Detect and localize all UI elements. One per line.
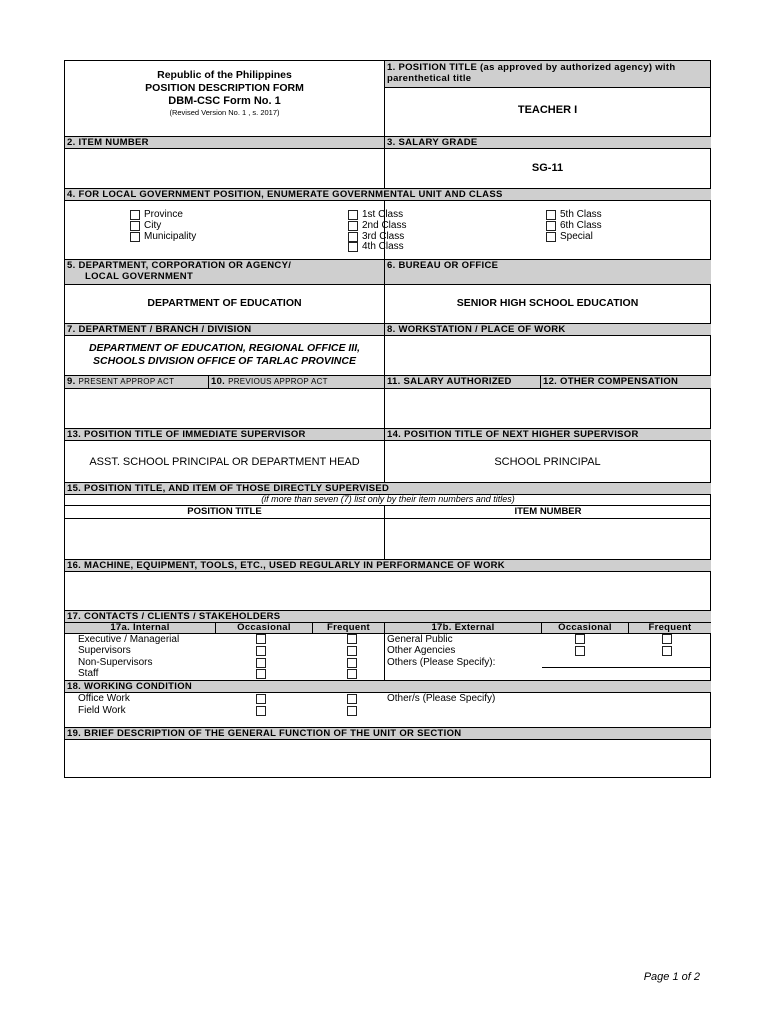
field-1-value[interactable]: TEACHER I	[517, 104, 578, 116]
checkbox-office-work-frequent[interactable]	[347, 694, 357, 704]
checkbox-staff-occasional[interactable]	[256, 669, 266, 679]
field-9-label	[65, 376, 208, 388]
checkbox-office-work-occasional[interactable]	[256, 694, 266, 704]
header-line-1: Republic of the Philippines	[157, 69, 292, 81]
external-others-specify: Others (Please Specify):	[387, 657, 496, 668]
others-specify-line[interactable]	[542, 667, 710, 668]
option-province: Province	[144, 209, 183, 220]
field-6-label: 6. BUREAU OR OFFICE	[385, 260, 711, 284]
field-10-label	[209, 376, 384, 388]
option-5th-class: 5th Class	[560, 209, 602, 220]
field-5-value[interactable]: DEPARTMENT OF EDUCATION	[147, 297, 302, 309]
checkbox-other-agencies-frequent[interactable]	[662, 646, 672, 656]
field-1-label: 1. POSITION TITLE (as approved by authorized agency) with parenthetical title	[385, 61, 710, 87]
checkbox-field-work-frequent[interactable]	[347, 706, 357, 716]
field-4-label: 4. FOR LOCAL GOVERNMENT POSITION, ENUMERATE GOVERNMENTAL UNIT AND CLASS	[65, 189, 711, 200]
field-10-text: PREVIOUS APPROP ACT	[228, 377, 328, 386]
checkbox-city[interactable]	[130, 221, 140, 231]
field-3-label: 3. SALARY GRADE	[385, 137, 711, 148]
internal-staff: Staff	[78, 668, 99, 679]
field-17b-header: 17b. External	[385, 623, 541, 633]
checkbox-5th-class[interactable]	[546, 210, 556, 220]
checkbox-province[interactable]	[130, 210, 140, 220]
page-number: Page 1 of 2	[643, 971, 700, 983]
field-5-label-line-1: 5. DEPARTMENT, CORPORATION OR AGENCY/	[67, 260, 292, 271]
field-15-col-position-title: POSITION TITLE	[187, 506, 262, 517]
checkbox-general-public-occasional[interactable]	[575, 634, 585, 644]
field-17a-occasional: Occasional	[216, 623, 312, 633]
field-7-value[interactable]	[65, 342, 384, 368]
option-municipality: Municipality	[144, 231, 197, 242]
checkbox-executive-occasional[interactable]	[256, 634, 266, 644]
option-3rd-class: 3rd Class	[362, 231, 405, 242]
field-15-label: 15. POSITION TITLE, AND ITEM OF THOSE DIRECTLY SUPERVISED	[65, 483, 711, 494]
field-19-value-area[interactable]	[65, 740, 711, 778]
field-17a-frequent: Frequent	[313, 623, 384, 633]
checkbox-non-supervisors-frequent[interactable]	[347, 658, 357, 668]
field-10-number: 10.	[211, 376, 226, 387]
option-4th-class: 4th Class	[362, 241, 404, 252]
checkbox-executive-frequent[interactable]	[347, 634, 357, 644]
checkbox-field-work-occasional[interactable]	[256, 706, 266, 716]
checkbox-3rd-class[interactable]	[348, 232, 358, 242]
internal-non-supervisors: Non-Supervisors	[78, 657, 153, 668]
field-17-label: 17. CONTACTS / CLIENTS / STAKEHOLDERS	[65, 611, 711, 622]
option-city: City	[144, 220, 162, 231]
field-15-col-item-number: ITEM NUMBER	[514, 506, 582, 517]
checkbox-special[interactable]	[546, 232, 556, 242]
header-line-4: (Revised Version No. 1 , s. 2017)	[169, 108, 280, 117]
checkbox-supervisors-occasional[interactable]	[256, 646, 266, 656]
field-14-label: 14. POSITION TITLE OF NEXT HIGHER SUPERVISOR	[385, 429, 711, 440]
option-2nd-class: 2nd Class	[362, 220, 407, 231]
field-9-number: 9.	[67, 376, 76, 387]
checkbox-2nd-class[interactable]	[348, 221, 358, 231]
field-3-value[interactable]: SG-11	[531, 162, 564, 174]
field-9-text: PRESENT APPROP ACT	[78, 377, 175, 386]
working-other-specify: Other/s (Please Specify)	[387, 693, 496, 704]
checkbox-non-supervisors-occasional[interactable]	[256, 658, 266, 668]
field-5-label-line-2: LOCAL GOVERNMENT	[85, 271, 194, 282]
field-16-label: 16. MACHINE, EQUIPMENT, TOOLS, ETC., USED REGULARLY IN PERFORMANCE OF WORK	[65, 560, 711, 571]
checkbox-general-public-frequent[interactable]	[662, 634, 672, 644]
field-11-label: 11. SALARY AUTHORIZED	[385, 376, 540, 388]
working-field: Field Work	[78, 705, 126, 716]
field-13-value[interactable]: ASST. SCHOOL PRINCIPAL OR DEPARTMENT HEAD	[89, 456, 360, 468]
field-17b-frequent: Frequent	[629, 623, 711, 633]
checkbox-4th-class[interactable]	[348, 242, 358, 252]
field-18-label: 18. WORKING CONDITION	[65, 681, 711, 692]
option-1st-class: 1st Class	[362, 209, 404, 220]
option-special: Special	[560, 231, 593, 242]
field-7-value-line-2: SCHOOLS DIVISION OFFICE OF TARLAC PROVINCE	[93, 355, 356, 367]
field-7-label: 7. DEPARTMENT / BRANCH / DIVISION	[65, 324, 384, 335]
field-5-label	[65, 260, 384, 284]
working-office: Office Work	[78, 693, 130, 704]
field-2-label: 2. ITEM NUMBER	[65, 137, 384, 148]
field-13-label: 13. POSITION TITLE OF IMMEDIATE SUPERVISOR	[65, 429, 384, 440]
checkbox-supervisors-frequent[interactable]	[347, 646, 357, 656]
field-17b-occasional: Occasional	[542, 623, 628, 633]
header-line-3: DBM-CSC Form No. 1	[168, 95, 281, 107]
field-15-note: (if more than seven (7) list only by their item numbers and titles)	[261, 494, 515, 504]
position-description-form	[64, 60, 711, 778]
internal-supervisors: Supervisors	[78, 645, 131, 656]
checkbox-6th-class[interactable]	[546, 221, 556, 231]
form-header	[65, 69, 384, 117]
header-line-2: POSITION DESCRIPTION FORM	[145, 82, 304, 94]
checkbox-municipality[interactable]	[130, 232, 140, 242]
field-14-value[interactable]: SCHOOL PRINCIPAL	[494, 456, 601, 468]
checkbox-1st-class[interactable]	[348, 210, 358, 220]
field-19-label: 19. BRIEF DESCRIPTION OF THE GENERAL FUNCTION OF THE UNIT OR SECTION	[65, 728, 711, 739]
option-6th-class: 6th Class	[560, 220, 602, 231]
checkbox-other-agencies-occasional[interactable]	[575, 646, 585, 656]
checkbox-staff-frequent[interactable]	[347, 669, 357, 679]
field-17a-header: 17a. Internal	[65, 623, 215, 633]
field-6-value[interactable]: SENIOR HIGH SCHOOL EDUCATION	[456, 297, 639, 309]
internal-executive: Executive / Managerial	[78, 634, 180, 645]
field-12-label: 12. OTHER COMPENSATION	[541, 376, 711, 388]
external-general-public: General Public	[387, 634, 453, 645]
external-other-agencies: Other Agencies	[387, 645, 456, 656]
field-8-label: 8. WORKSTATION / PLACE OF WORK	[385, 324, 711, 335]
field-7-value-line-1: DEPARTMENT OF EDUCATION, REGIONAL OFFICE III,	[88, 342, 361, 354]
